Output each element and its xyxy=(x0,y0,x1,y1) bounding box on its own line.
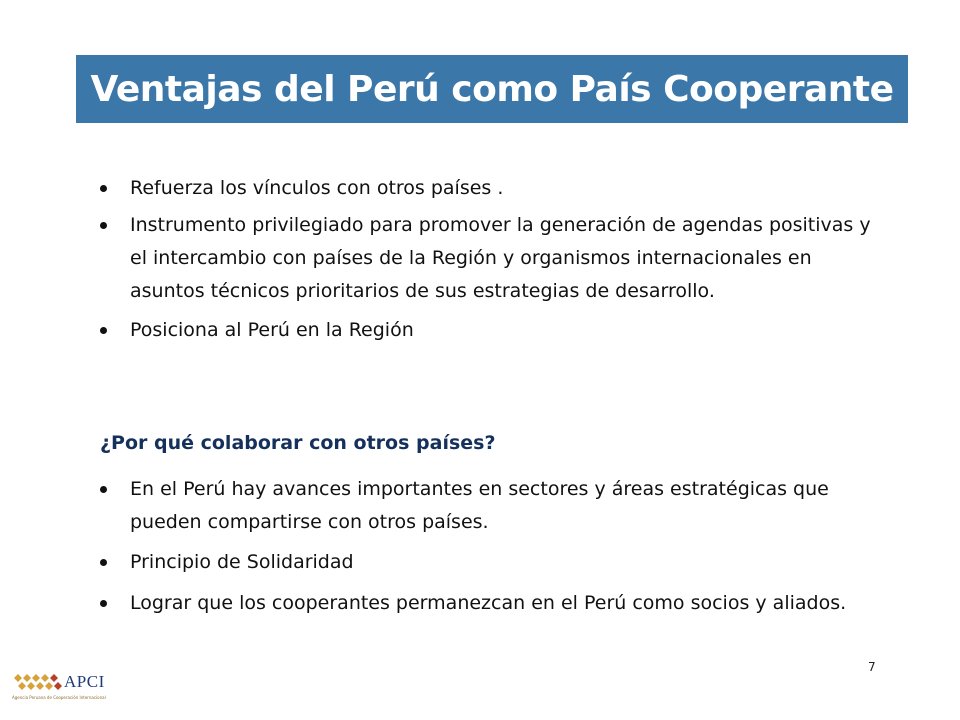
bullet-icon xyxy=(100,559,107,566)
bullet-icon xyxy=(100,486,107,493)
list-item-text: Principio de Solidaridad xyxy=(130,551,354,573)
list-item xyxy=(100,314,890,347)
list-item-text: Posiciona al Perú en la Región xyxy=(130,319,414,341)
list-item xyxy=(100,473,890,539)
apci-logo-icon xyxy=(12,670,62,692)
list-item xyxy=(100,172,890,205)
bullet-icon xyxy=(100,222,107,229)
apci-logo xyxy=(12,670,122,710)
list-item-text: Lograr que los cooperantes permanezcan en el Perú como socios y aliados. xyxy=(130,592,847,614)
list-item xyxy=(100,587,890,620)
page-number: 7 xyxy=(868,660,876,674)
list-item xyxy=(100,209,890,308)
bullet-icon xyxy=(100,327,107,334)
list-item-text: En el Perú hay avances importantes en sectores y áreas estratégicas que pueden compartirse con otros países. xyxy=(130,478,829,533)
reasons-list xyxy=(100,473,890,620)
bullet-icon xyxy=(100,185,107,192)
list-item-text: Refuerza los vínculos con otros países . xyxy=(130,177,504,199)
bullet-icon xyxy=(100,600,107,607)
list-item xyxy=(100,546,890,579)
advantages-list xyxy=(100,172,890,347)
logo-tagline: Agencia Peruana de Cooperación Internacional xyxy=(12,695,106,700)
section-subheading: ¿Por qué colaborar con otros países? xyxy=(100,432,496,454)
title-bar xyxy=(76,55,908,123)
logo-name: APCI xyxy=(64,672,105,691)
list-item-text: Instrumento privilegiado para promover la generación de agendas positivas y el intercambio con países de la Región y organismos internacionales en asuntos técnicos prioritarios de sus estrategias de desarrollo. xyxy=(130,214,871,302)
slide-title: Ventajas del Perú como País Cooperante xyxy=(90,68,894,110)
